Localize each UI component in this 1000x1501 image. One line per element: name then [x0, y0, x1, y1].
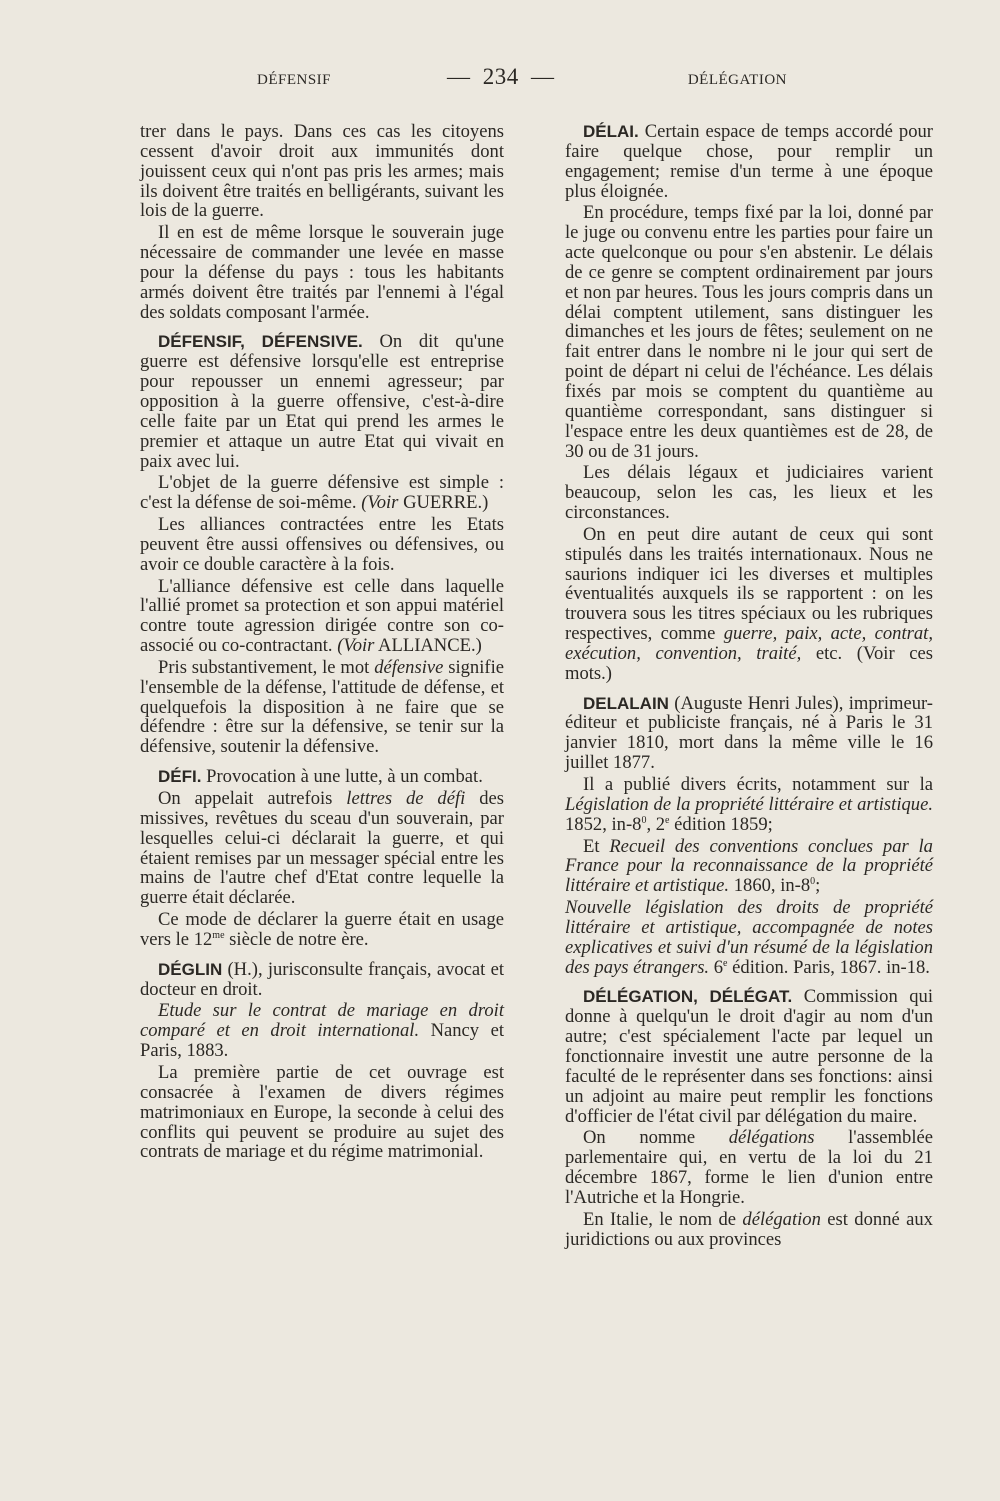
- cross-reference: ALLIANCE.): [378, 635, 482, 657]
- headword: DÉLÉGATION, DÉLÉGAT.: [583, 987, 793, 1007]
- entry-text: Provocation à une lutte, à un combat.: [206, 766, 483, 788]
- entry-delalain: [565, 694, 933, 773]
- page-number: — 234 —: [447, 64, 555, 89]
- paragraph: L'objet de la guerre défensive est simple : c'est la défense de soi-même. (Voir GUERRE.): [140, 472, 504, 514]
- paragraph: On appelait autrefois lettres de défi des missives, revêtues du sceau d'un souverain, par lesquelles celui-ci déclarait la guerre, et qui étaient remises par un messager spécial entre les mains de l'autre chef d'Etat contre lequelle la guerre était déclarée.: [140, 788, 504, 909]
- running-head: [257, 64, 787, 94]
- paragraph: Pris substantivement, le mot défensive signifie l'ensemble de la défense, l'attitude de défense, et quelquefois la disposition à ne faire que se défendre : être sur la défensive, se tenir sur la défensive, soutenir la défensive.: [140, 656, 505, 758]
- cross-reference: GUERRE.): [403, 492, 489, 514]
- headword: DÉFI.: [158, 767, 202, 787]
- headword: DÉFENSIF, DÉFENSIVE.: [158, 332, 363, 352]
- paragraph: L'alliance défensive est celle dans laquelle l'allié promet sa protection et son appui matériel contre toute agression dirigée contre son co-associé ou co-contractant. (Voir ALLIANCE.): [140, 575, 504, 657]
- headword: DÉGLIN: [158, 959, 223, 979]
- header-left-word: DÉFENSIF: [257, 72, 332, 88]
- paragraph: Ce mode de déclarer la guerre était en usage vers le $12^{me}$ siècle de notre ère.: [140, 909, 504, 950]
- headword: DELALAIN: [583, 693, 669, 713]
- entry-text: (Auguste Henri Jules), imprimeur-éditeur et publiciste français, né à Paris le 31 janvier 1810, mort dans la même ville le 16 juillet 1877.: [565, 692, 934, 774]
- bibliographic-reference: Etude sur le contrat de mariage en droit comparé et en droit international. Nancy et Paris, 1883.: [140, 1000, 504, 1062]
- paragraph: Les alliances contractées entre les Etats peuvent être aussi offensives ou défensives, ou avoir ce double caractère à la fois.: [140, 514, 504, 575]
- right-column: [565, 122, 933, 1251]
- entry-text: Commission qui donne à quelqu'un le droit d'agir au nom d'un autre; c'est spécialement l'acte par lequel un fonctionnaire investit une autre personne de la faculté de le représenter dans ses fonctions: ainsi un adjoint au maire peut remplir les fonctions d'officier de l'état civil par délégation du maire.: [565, 986, 934, 1127]
- entry-delai: [565, 122, 933, 201]
- paragraph: Il en est de même lorsque le souverain juge nécessaire de commander une levée en masse pour la défense du pays : tous les habitants armés doivent être traités par l'ennemi à l'égal des soldats composant l'armée.: [140, 222, 504, 323]
- entry-text: On dit qu'une guerre est défensive lorsqu'elle est entreprise pour repousser un ennemi agresseur; par opposition à la guerre offensive, c'est-à-dire celle faite par un Etat qui prend les armes le premier et attaque un autre Etat qui vivait en paix avec lui.: [140, 331, 504, 472]
- paragraph: On nomme délégations l'assemblée parlementaire qui, en vertu de la loi du 21 décembre 1867, forme le lien d'union entre l'Autriche et la Hongrie.: [565, 1127, 933, 1208]
- entry-defensif: [140, 332, 504, 471]
- paragraph: Il a publié divers écrits, notamment sur la Législation de la propriété littéraire et artistique. 1852, $in-8^0$, 2e édition 1859;: [565, 774, 933, 835]
- entry-delegation: [565, 987, 933, 1126]
- paragraph: En Italie, le nom de délégation est donné aux juridictions ou aux provinces: [565, 1208, 933, 1250]
- left-column: [140, 122, 504, 1164]
- paragraph: On en peut dire autant de ceux qui sont stipulés dans les traités internationaux. Nous ne saurions indiquer ici les diverses et multiples éventualités auxquels ils se rapportent : on les trouvera sous les titres spéciaux ou les rubriques respectives, comme guerre, paix, acte, contrat, exécution, convention, traité, etc. (Voir ces mots.): [565, 523, 933, 684]
- header-right-word: DÉLÉGATION: [687, 72, 787, 88]
- paragraph: Les délais légaux et judiciaires varient beaucoup, selon les cas, les lieux et les circonstances.: [565, 462, 933, 524]
- entry-text: (H.), jurisconsulte français, avocat et docteur en droit.: [140, 958, 504, 1000]
- paragraph: Nouvelle législation des droits de propriété littéraire et artistique, accompagnée de notes explicatives et suivi d'un résumé de la législation des pays étrangers. 6e édition. Paris, 1867. in-18.: [565, 897, 933, 978]
- paragraph: La première partie de cet ouvrage est consacrée à l'examen de divers régimes matrimoniaux en Europe, la seconde à celui des conflits qui peuvent se produire au sujet des contrats de mariage et du régime matrimonial.: [140, 1061, 504, 1163]
- entry-defi: [140, 767, 504, 787]
- entry-deglin: [140, 960, 504, 1000]
- paragraph: En procédure, temps fixé par la loi, donné par le juge ou convenu entre les parties pour faire un acte quelconque ou pour s'en abstenir. Le délais de ce genre se comptent ordinairement par jours et non par heures. Tous les jours compris dans un délai comptent utilement, sans distinguer les dimanches et les jours de fêtes; seulement on ne fait entrer dans le nombre ni le jour qui sert de point de départ ni celui de l'échéance. Les délais fixés par mois se comptent du quantième au quantième correspondant, sans distinguer si l'espace entre les deux quantièmes est de 28, de 30 ou de 31 jours.: [565, 202, 933, 462]
- paragraph: Et Recueil des conventions conclues par la France pour la reconnaissance de la propriété littéraire et artistique. 1860, $in-8^0$;: [565, 835, 933, 897]
- continued-paragraph: trer dans le pays. Dans ces cas les citoyens cessent d'avoir droit aux immunités dont jouissent ceux qui n'ont pas pris les armes; mais ils doivent être traités en belligérants, suivant les lois de la guerre.: [140, 121, 504, 222]
- headword: DÉLAI.: [583, 122, 639, 141]
- entry-text: Certain espace de temps accordé pour faire quelque chose, pour remplir un engagement; remise d'un terme à une époque plus éloignée.: [565, 121, 933, 202]
